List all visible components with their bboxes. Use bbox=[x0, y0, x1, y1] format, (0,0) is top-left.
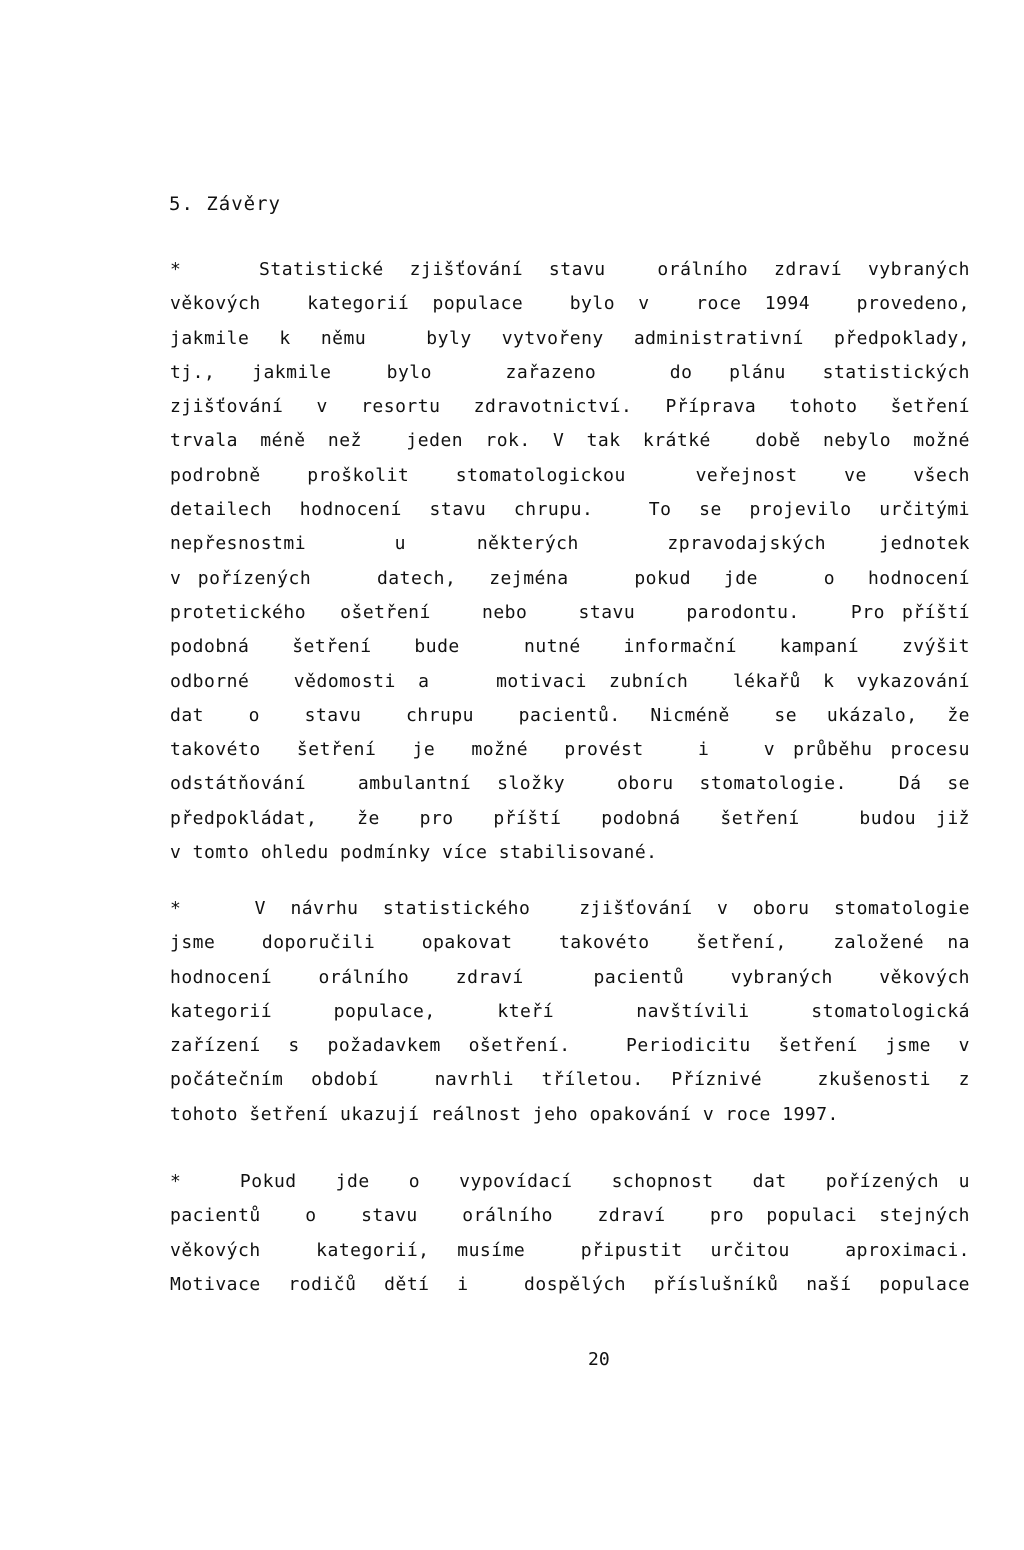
page-number: 20 bbox=[588, 1349, 610, 1370]
text-line: dat o stavu chrupu pacientů. Nicméně se ukázalo, že bbox=[170, 704, 970, 726]
text-line: detailech hodnocení stavu chrupu. To se projevilo určitými bbox=[170, 499, 970, 521]
text-line: zjišťování v resortu zdravotnictví. Příprava tohoto šetření bbox=[170, 396, 970, 418]
text-line: předpokládat, že pro příští podobná šetření budou již bbox=[170, 807, 970, 829]
text-line: * Pokud jde o vypovídací schopnost dat pořízených u bbox=[170, 1171, 970, 1192]
text-line: protetického ošetření nebo stavu parodontu. Pro příští bbox=[170, 601, 970, 623]
text-line: v tomto ohledu podmínky více stabilisované. bbox=[170, 842, 658, 864]
paragraph-conclusion-3 bbox=[170, 1165, 970, 1302]
text-line: trvala méně než jeden rok. V tak krátké době nebylo možné bbox=[170, 430, 970, 452]
paragraph-conclusion-2 bbox=[170, 892, 970, 1132]
text-line: nepřesnostmi u některých zpravodajských jednotek bbox=[170, 533, 970, 555]
text-line: věkových kategorií, musíme připustit určitou aproximaci. bbox=[170, 1239, 970, 1261]
text-line: odborné vědomosti a motivaci zubních lékařů k vykazování bbox=[170, 670, 970, 692]
text-line: věkových kategorií populace bylo v roce 1994 provedeno, bbox=[170, 293, 970, 315]
text-line: podobná šetření bude nutné informační kampaní zvýšit bbox=[170, 636, 970, 658]
text-line: * V návrhu statistického zjišťování v oboru stomatologie bbox=[170, 898, 970, 919]
text-line: počátečním období navrhli tříletou. Příznivé zkušenosti z bbox=[170, 1069, 970, 1091]
section-heading: 5. Závěry bbox=[169, 193, 281, 215]
text-line: podrobně proškolit stomatologickou veřejnost ve všech bbox=[170, 464, 970, 486]
text-line: * Statistické zjišťování stavu orálního zdraví vybraných bbox=[170, 259, 970, 280]
text-line: Motivace rodičů dětí i dospělých příslušníků naší populace bbox=[170, 1273, 970, 1295]
text-line: zařízení s požadavkem ošetření. Periodicitu šetření jsme v bbox=[170, 1035, 970, 1057]
text-line: pacientů o stavu orálního zdraví pro populaci stejných bbox=[170, 1205, 970, 1227]
text-line: hodnocení orálního zdraví pacientů vybraných věkových bbox=[170, 966, 970, 988]
text-line: tj., jakmile bylo zařazeno do plánu statistických bbox=[170, 361, 970, 383]
paragraph-conclusion-1 bbox=[170, 253, 970, 870]
text-line: takovéto šetření je možné provést i v průběhu procesu bbox=[170, 739, 970, 761]
text-line: kategorií populace, kteří navštívili stomatologická bbox=[170, 1000, 970, 1022]
text-line: tohoto šetření ukazují reálnost jeho opakování v roce 1997. bbox=[170, 1103, 839, 1125]
text-line: jakmile k němu byly vytvořeny administrativní předpoklady, bbox=[170, 327, 970, 349]
text-line: odstátňování ambulantní složky oboru stomatologie. Dá se bbox=[170, 773, 970, 795]
text-line: v pořízených datech, zejména pokud jde o hodnocení bbox=[170, 567, 970, 589]
text-line: jsme doporučili opakovat takovéto šetření, založené na bbox=[170, 932, 970, 954]
